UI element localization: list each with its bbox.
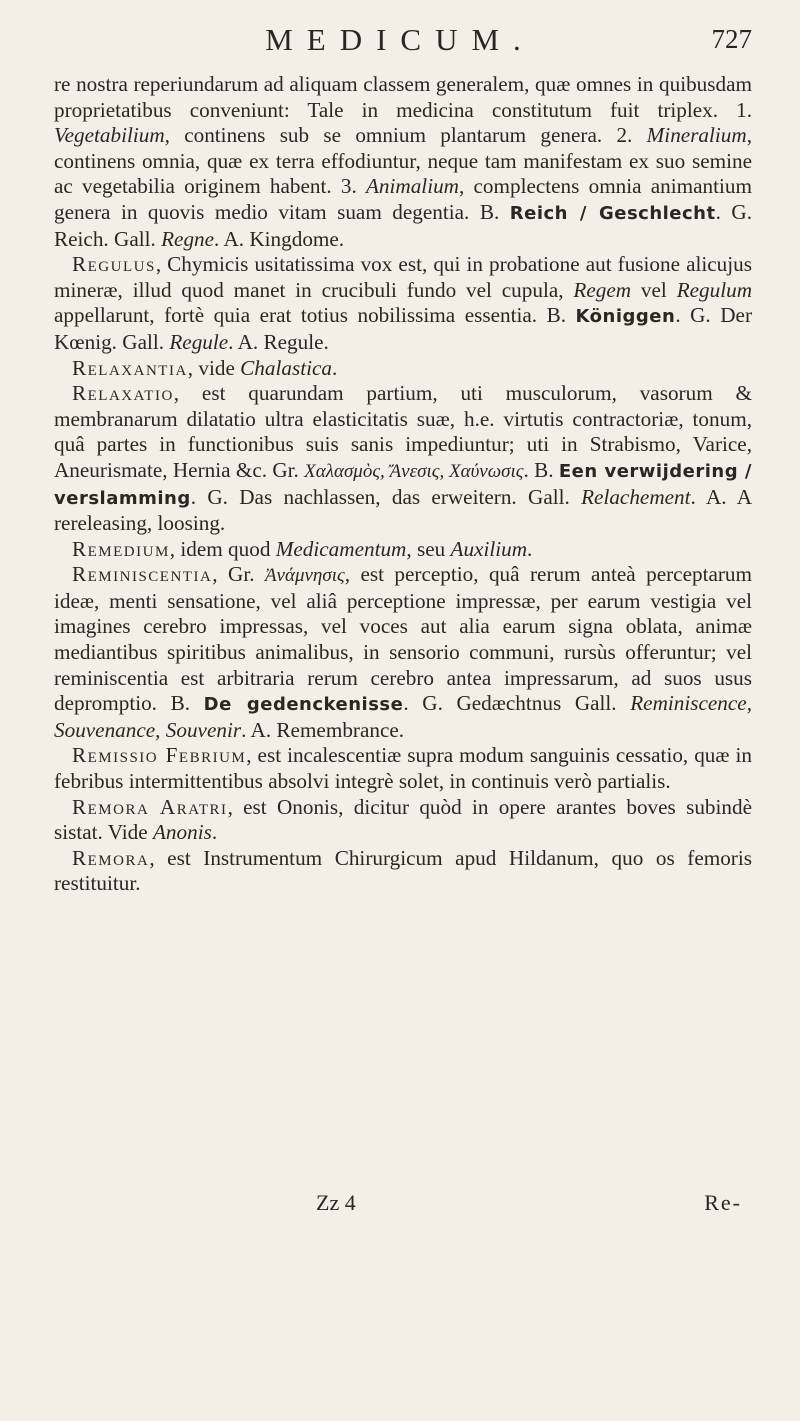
blackletter-term: De gedenckenisse	[203, 694, 404, 716]
blackletter-term: Reich / Geschlecht	[509, 202, 716, 224]
italic-term: Anonis	[152, 820, 212, 845]
entry-text: , est Instrumentum Chirurgicum apud Hildanum, quo os femoris restituitur.	[54, 845, 752, 896]
entry-text: . A. Regule.	[228, 329, 329, 354]
dictionary-entry	[54, 562, 752, 743]
greek-term: Ἀνάμνησις	[264, 565, 345, 587]
page-number: 727	[711, 24, 752, 54]
entry-text: . A. Kingdome.	[214, 226, 345, 251]
entry-text: , Gr.	[212, 562, 265, 587]
entry-text: . A. A rereleasing, loosing.	[54, 484, 752, 536]
italic-term: Animalium	[365, 174, 459, 199]
italic-term: Auxilium	[450, 536, 527, 561]
entry-lemma: Remora Aratri	[72, 794, 228, 819]
entry-lemma: Relaxatio	[72, 381, 174, 406]
dictionary-entry	[54, 356, 752, 382]
entry-text: . G. Reich. Gall.	[54, 199, 752, 251]
entry-text: , est incalescentiæ supra modum sanguinis cessatio, quæ in febribus intermittentibus absolvi integrè solet, in continuis verò partialis.	[54, 743, 753, 794]
italic-term: Mineralium	[646, 123, 747, 148]
entry-text: . G. Gedæchtnus Gall.	[403, 691, 631, 716]
italic-term: Regulum	[676, 277, 753, 302]
dictionary-entry	[54, 846, 752, 897]
entry-text: .	[211, 820, 218, 845]
entry-list	[54, 72, 752, 897]
blackletter-term: Een verwijdering / verslamming	[54, 460, 752, 509]
entry-text: , seu	[406, 536, 451, 561]
catchword: Re-	[704, 1190, 742, 1215]
blackletter-term: Königgen	[575, 306, 676, 328]
entry-text: , est quarundam partium, uti musculorum, vasorum & membranarum dilatatio ultra elasticitatis suæ, h.e. virtutis contractoriæ, tonum, quâ partes in functionibus suis sanis impediuntur; uti in Strabismo, Varice, Aneurismate, Hernia &c. Gr.	[54, 381, 752, 482]
entry-text: , Chymicis usitatissima vox est, qui in probatione aut fusione alicujus mineræ, illud quod manet in crucibuli fundo vel cupula,	[54, 252, 752, 302]
entry-text: , idem quod	[169, 536, 276, 561]
entry-text: .	[331, 355, 338, 380]
entry-lemma: Remissio Febrium	[72, 743, 247, 768]
italic-term: Vegetabilium	[54, 123, 165, 148]
entry-text: .	[527, 536, 533, 561]
dictionary-entry	[54, 252, 752, 355]
entry-text: , continens omnia, quæ ex terra effodiuntur, neque tam manifestam ex suo semine ac vegetabilia originem habent. 3.	[54, 123, 752, 199]
entry-lemma: Remora	[72, 845, 150, 870]
dictionary-entry	[54, 537, 752, 563]
entry-text: . B.	[523, 457, 559, 482]
entry-text: , vide	[187, 355, 241, 380]
entry-lemma: Regulus	[72, 252, 156, 277]
italic-term: Relachement	[581, 484, 691, 509]
entry-text: , est Ononis, dicitur quòd in opere arantes boves subindè sistat. Vide	[54, 794, 752, 845]
italic-term: Regne	[161, 226, 215, 251]
entry-text: , complectens omnia animantium genera in quovis medio vitam suam degentia. B.	[54, 174, 752, 224]
dictionary-entry	[54, 743, 752, 794]
italic-term: Medicamentum	[275, 536, 407, 561]
entry-text: , continens sub se omnium plantarum genera. 2.	[164, 123, 647, 148]
italic-term: Chalastica	[240, 355, 332, 380]
entry-lemma: Remedium	[72, 536, 170, 561]
entry-text: re nostra reperiundarum ad aliquam classem generalem, quæ omnes in quibusdam proprietatibus conveniunt: Tale in medicina constitutum fuit triplex. 1.	[54, 72, 752, 122]
entry-text: appellarunt, fortè quia erat totius nobilissima essentia. B.	[54, 303, 576, 328]
entry-text: . A. Remembrance.	[241, 717, 405, 742]
greek-term: Χαλασμὸς, Ἄνεσις, Χαύνωσις	[304, 460, 524, 482]
running-head: MEDICUM.	[265, 22, 535, 57]
dictionary-entry	[54, 381, 752, 537]
dictionary-entry	[54, 795, 752, 846]
entry-text: . G. Der Kœnig. Gall.	[54, 303, 752, 354]
italic-term: Regule	[169, 329, 229, 354]
entry-lemma: Relaxantia	[72, 355, 188, 380]
italic-term: Regem	[573, 277, 632, 302]
entry-continuation	[54, 72, 752, 252]
signature-mark: Zz 4	[316, 1190, 356, 1215]
entry-text: . G. Das nachlassen, das erweitern. Gall.	[190, 484, 582, 509]
entry-text: vel	[631, 277, 677, 302]
entry-text: , est perceptio, quâ rerum anteà perceptarum ideæ, menti sensatione, vel aliâ perceptione impressæ, per earum vestigia vel imagines cerebro impressas, vel voces aut alia earum signa oblata, animæ mediantibus spiritibus animalibus, in sensorio communi, rursùs offeruntur; vel reminiscentia est arbitraria rerum cerebro antea impressarum, ad suos usus depromptio. B.	[54, 562, 752, 716]
entry-lemma: Reminiscentia	[72, 562, 213, 587]
italic-term: Reminiscence, Souvenance, Souvenir	[54, 691, 752, 742]
